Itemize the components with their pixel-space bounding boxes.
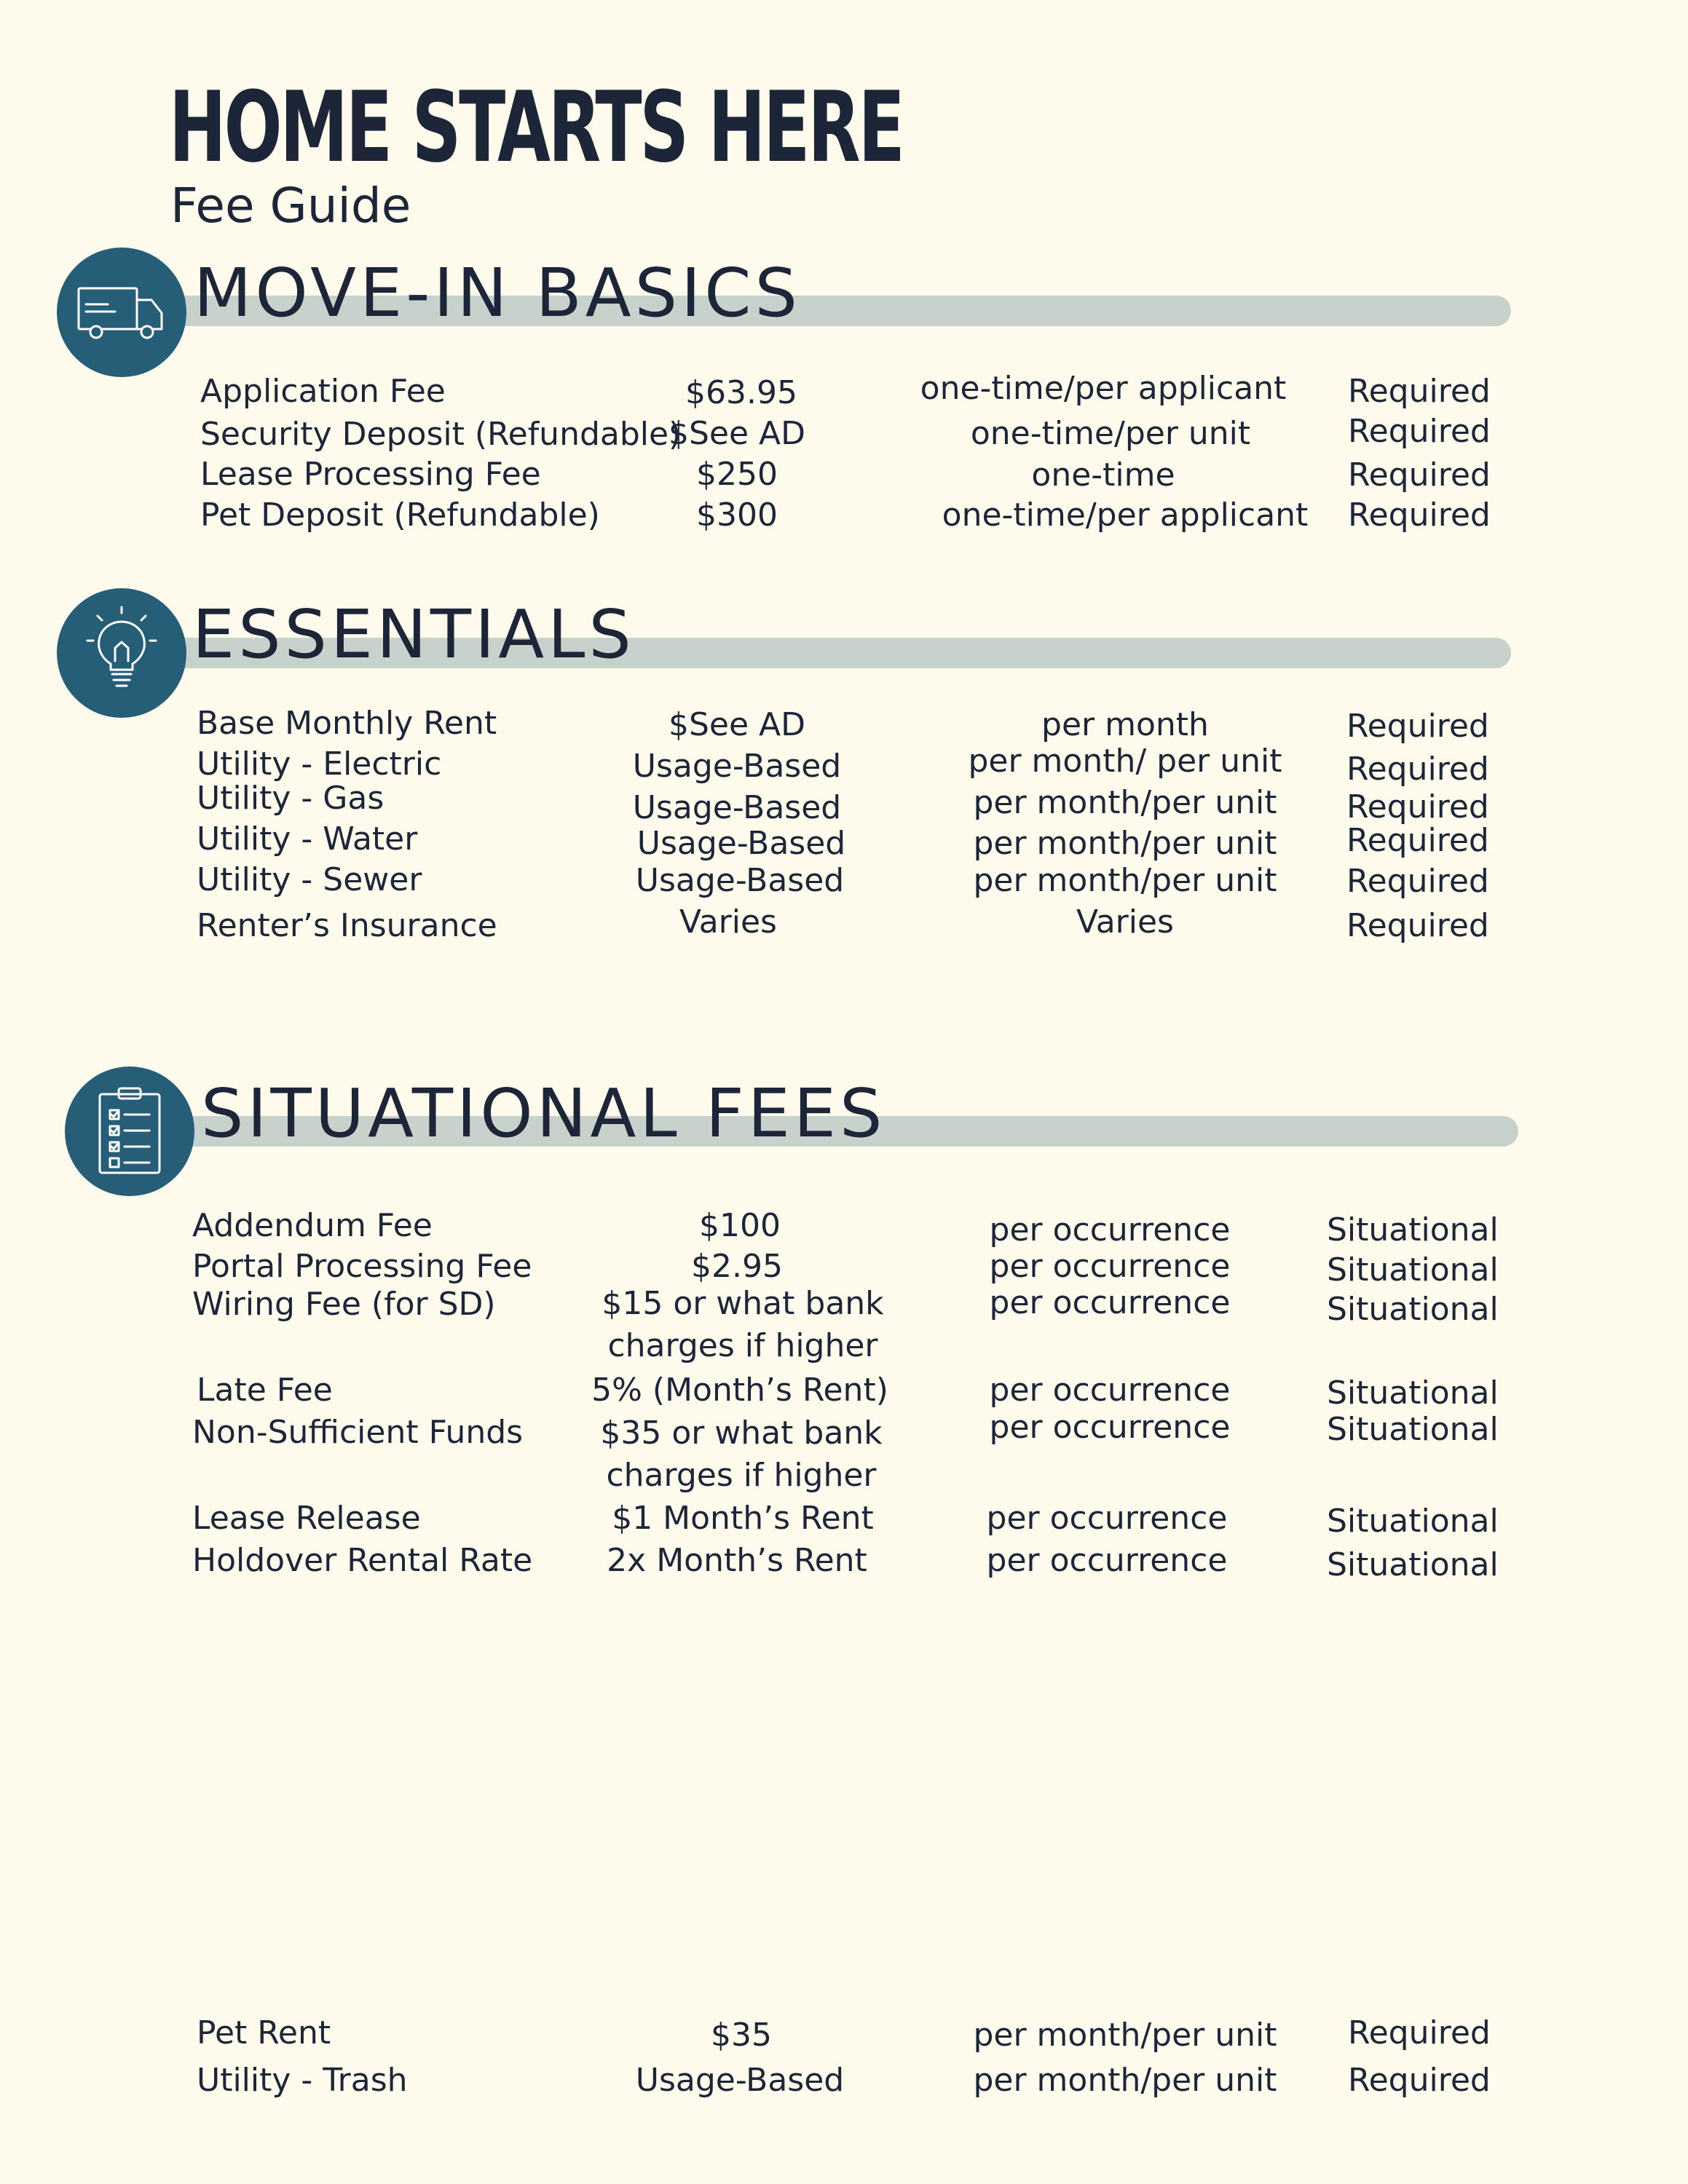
fee-amount: $35 or what bank charges if higher: [600, 1415, 883, 1494]
clipboard-checklist-icon: [65, 1067, 194, 1196]
fee-frequency: per occurrence: [989, 1284, 1231, 1321]
page-subtitle: Fee Guide: [170, 178, 411, 234]
fee-status: Required: [1346, 822, 1489, 859]
fee-status: Required: [1346, 907, 1489, 944]
fee-status: Required: [1348, 2062, 1491, 2099]
fee-amount: $15 or what bank charges if higher: [602, 1285, 884, 1364]
fee-amount: $See AD: [668, 706, 806, 743]
fee-amount: $63.95: [685, 374, 797, 411]
fee-frequency: Varies: [1076, 903, 1174, 941]
fee-amount: $1 Month’s Rent: [612, 1500, 874, 1537]
fee-name: Lease Processing Fee: [200, 456, 541, 493]
lightbulb-icon: [57, 588, 186, 718]
fee-amount: Varies: [679, 903, 777, 941]
fee-status: Situational: [1327, 1503, 1499, 1540]
fee-name: Base Monthly Rent: [197, 705, 497, 742]
fee-frequency: one-time: [1031, 456, 1175, 494]
fee-frequency: one-time/per applicant: [920, 370, 1287, 407]
fee-name: Non-Sufficient Funds: [192, 1414, 524, 1451]
fee-amount: 2x Month’s Rent: [607, 1542, 867, 1579]
page-title: HOME STARTS HERE: [169, 71, 903, 184]
fee-status: Situational: [1327, 1211, 1499, 1249]
truck-icon: [57, 248, 186, 377]
fee-status: Required: [1348, 496, 1491, 534]
fee-name: Holdover Rental Rate: [192, 1542, 533, 1579]
fee-name: Portal Processing Fee: [192, 1248, 532, 1285]
fee-frequency: per month/per unit: [973, 784, 1277, 821]
fee-amount: Usage-Based: [635, 2062, 845, 2099]
fee-amount: Usage-Based: [632, 789, 842, 826]
fee-name: Pet Rent: [197, 2014, 331, 2052]
fee-frequency: per month/per unit: [973, 2017, 1277, 2054]
fee-status: Required: [1348, 413, 1491, 450]
fee-status: Required: [1346, 751, 1489, 788]
fee-frequency: per month/per unit: [973, 862, 1277, 899]
fee-name: Security Deposit (Refundable): [200, 416, 682, 453]
fee-name: Lease Release: [192, 1500, 421, 1537]
fee-amount: $100: [699, 1207, 781, 1244]
fee-frequency: one-time/per unit: [970, 415, 1251, 452]
fee-amount: $See AD: [668, 415, 806, 452]
fee-name: Utility - Electric: [197, 745, 442, 783]
fee-status: Situational: [1327, 1411, 1499, 1448]
fee-status: Situational: [1327, 1374, 1499, 1412]
fee-frequency: per occurrence: [986, 1500, 1228, 1537]
fee-amount: $250: [696, 456, 778, 493]
section-title: ESSENTIALS: [192, 596, 635, 673]
fee-frequency: per month/per unit: [973, 825, 1277, 862]
fee-frequency: per occurrence: [989, 1372, 1231, 1409]
fee-frequency: one-time/per applicant: [942, 496, 1309, 534]
fee-status: Situational: [1327, 1251, 1499, 1289]
fee-status: Required: [1346, 788, 1489, 826]
fee-status: Situational: [1327, 1546, 1499, 1583]
fee-name: Late Fee: [197, 1372, 333, 1409]
fee-frequency: per occurrence: [989, 1409, 1231, 1446]
fee-status: Required: [1348, 456, 1491, 494]
fee-name: Application Fee: [200, 373, 446, 410]
fee-name: Utility - Trash: [197, 2062, 408, 2099]
fee-status: Required: [1348, 2014, 1491, 2052]
fee-name: Addendum Fee: [192, 1207, 433, 1244]
fee-frequency: per occurrence: [989, 1248, 1231, 1285]
fee-name: Wiring Fee (for SD): [192, 1286, 496, 1323]
fee-frequency: per month/ per unit: [968, 743, 1282, 780]
section-title: MOVE-IN BASICS: [194, 254, 801, 332]
fee-amount: $2.95: [691, 1248, 783, 1285]
fee-status: Required: [1346, 708, 1489, 745]
fee-frequency: per month/per unit: [973, 2062, 1277, 2099]
fee-name: Renter’s Insurance: [197, 907, 497, 944]
fee-name: Utility - Gas: [197, 780, 384, 817]
fee-frequency: per month: [1041, 706, 1209, 743]
fee-name: Pet Deposit (Refundable): [200, 496, 600, 534]
fee-amount: $35: [711, 2017, 772, 2054]
fee-frequency: per occurrence: [986, 1542, 1228, 1579]
fee-name: Utility - Water: [197, 820, 418, 858]
section-title: SITUATIONAL FEES: [201, 1075, 886, 1152]
fee-status: Situational: [1327, 1291, 1499, 1328]
fee-amount: Usage-Based: [632, 748, 842, 785]
fee-amount: $300: [696, 496, 778, 534]
fee-amount: Usage-Based: [636, 825, 846, 862]
fee-status: Required: [1346, 863, 1489, 900]
fee-amount: 5% (Month’s Rent): [591, 1372, 888, 1409]
fee-amount: Usage-Based: [635, 862, 845, 899]
fee-name: Utility - Sewer: [197, 861, 422, 898]
fee-frequency: per occurrence: [989, 1211, 1231, 1249]
fee-status: Required: [1348, 373, 1491, 410]
